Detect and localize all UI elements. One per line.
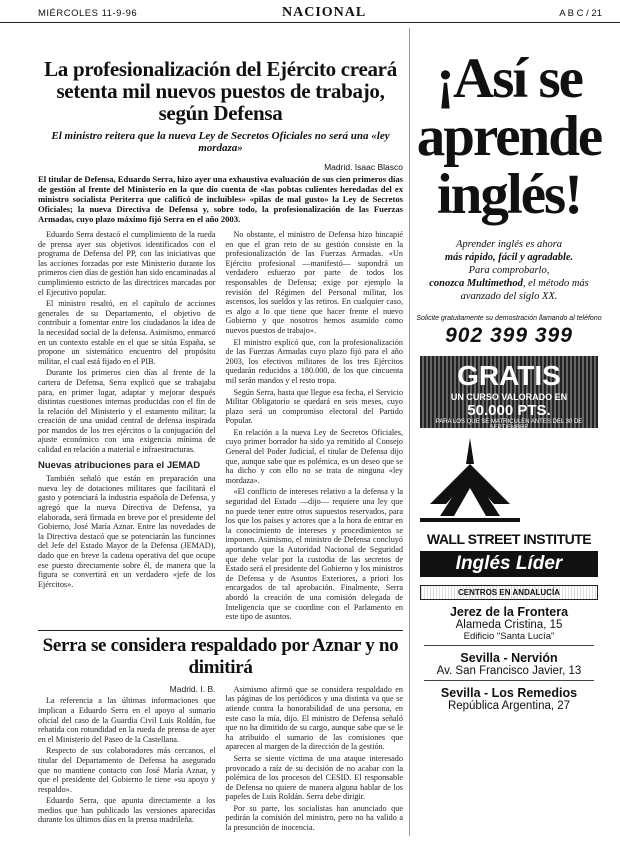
page-header: [0, 4, 620, 23]
paragraph: En relación a la nueva Ley de Secretos Oficiales, cuyo primer borrador ha sido ya remitido al Consejo General del Poder Judicial, el titular de Defensa dijo que, aunque sabe que es polémica, es un deseo que se ha dicho y con ello no se trata de ninguna «ley mordaza».: [225, 427, 403, 485]
centers-title: CENTROS EN ANDALUCÍA: [420, 585, 598, 600]
paragraph: Por su parte, los socialistas han anunciado que pedirán la comisión del ministro, pero no ha valido a la presunción de inocencia.: [225, 803, 403, 833]
article-byline: Madrid. Isaac Blasco: [324, 162, 403, 172]
center-street: Av. San Francisco Javier, 13: [436, 665, 582, 677]
gratis-amount: 50.000 PTS.: [467, 402, 551, 419]
ad-headline-line: inglés!: [436, 163, 582, 226]
body-column-2: [226, 230, 404, 624]
paragraph: La referencia a las últimas informaciones que implican a Eduardo Serra en el apoyo al sumario oficial del caso de la Guardia Civil Luis Roldán, fue rebatida con rotundidad en la rueda de prensa de ayer en el Ministerio del Paseo de la Castellana.: [38, 696, 216, 744]
ad-copy-text: Aprender inglés es ahora: [455, 239, 563, 250]
center-street: República Argentina, 27: [447, 700, 571, 712]
divider: [424, 680, 594, 681]
paragraph: Eduardo Serra destacó el cumplimiento de la rueda de prensa ayer sus objetivos identificados con el programa de Defensa del PP, con las iniciativas que las acciones forzadas por este Ministerio durante los primeros cien días de gestión han sido encaminadas al cumplimiento estricto de las directrices marcadas por el Ejecutivo popular.: [38, 230, 216, 297]
gratis-fine-print: PARA LOS QUE SE MATRICULEN ANTES DEL 30 DE SEPTIEMBRE: [435, 419, 583, 431]
paragraph: Durante los primeros cien días al frente de la cartera de Defensa, Serra explicó que se trabajaba para, en primer lugar, adaptar y mejorar después distintas cuestiones internas producidas con el fin de la relación del Ministerio y el estamento militar; la creación de una unidad central de defensa inspirada por mandos de los tres ejércitos o la conjugación del ajuste económico con una exigencia mínima de calidad en relación a material e infraestructuras.: [38, 368, 216, 455]
ad-copy: [410, 238, 608, 303]
advertisement: [409, 28, 608, 836]
article-subhead: El ministro reitera que la nueva Ley de Secretos Oficiales no será una «ley mordaza»: [51, 130, 390, 154]
ad-copy-text: , el método más avanzado del siglo XX.: [460, 278, 589, 302]
section-title: NACIONAL: [282, 5, 367, 20]
gratis-box: [420, 356, 598, 431]
center-street: Alameda Cristina, 15: [455, 619, 563, 631]
center-item: [410, 651, 608, 677]
center-city: Sevilla - Nervión: [460, 651, 558, 665]
article-lead: El titular de Defensa, Eduardo Serra, hizo ayer una exhaustiva evaluación de sus cien primeros días de gestión al frente del Ministerio en la que dio cuenta de «las pobtas culientes heredadas del ex ministro socialista Periterra que calificó de incluibles» «pilas de mal gusto» la Ley de Secretos Oficiales; la nueva Directiva de Defensa y, sobre todo, la profesionalización de las Fuerzas Armadas, cuyo plazo máximo fijó Serra en el año 2003.: [38, 174, 404, 224]
center-city: Sevilla - Los Remedios: [440, 686, 578, 700]
center-item: [410, 605, 608, 642]
center-item: [410, 686, 608, 712]
gratis-title: GRATIS: [457, 360, 561, 391]
gratis-sub: UN CURSO VALORADO EN: [450, 392, 568, 402]
ad-headline-line: ¡Así se: [436, 47, 582, 110]
center-building: Edificio "Santa Lucía": [463, 631, 555, 642]
article-headline: La profesionalización del Ejército creará setenta mil nuevos puestos de trabajo, según Defensa: [44, 57, 397, 125]
brand-tagline: Inglés Líder: [420, 551, 598, 577]
brand-name: WALL STREET INSTITUTE: [426, 531, 592, 547]
paragraph: No obstante, el ministro de Defensa hizo hincapié en que el gran reto de su gestión consiste en la profesionalización de las Fuerzas Armadas. «Un Ejército profesional —manifestó— supondrá un verdadero esfuerzo por parte de todos los responsables de Defensa; exige por ejemplo la revisión del Régimen del Personal militar, los ascensos, los sueldos y las retiros. En cualquier caso, es algo a lo que tiene que hacer frente el nuevo Gobierno y que nosotros hemos asumido como nuevos puestos de trabajo».: [225, 230, 403, 335]
article2-column-1: [38, 685, 216, 835]
ad-copy-emphasis: conozca Multimethod: [429, 278, 523, 289]
article2-headline: Serra se considera respaldado por Aznar y no dimitirá: [42, 634, 399, 678]
news-column: [38, 28, 403, 835]
article2-body: [38, 685, 403, 835]
ad-headline-line: aprende: [416, 105, 602, 168]
article-body: [38, 230, 403, 624]
paragraph: El ministro resaltó, en el capítulo de acciones generales de su Departamento, el objetivo de contribuir a fomentar entre los ciudadanos la idea de la necesidad social de la defensa. Asimismo, enmarcó en un contexto estable en el que se sitúa España, se propone un sistemático encuentro del propósito militar, el cual está fijado en el PIB.: [38, 299, 216, 366]
paragraph: Asimismo afirmó que se considera respaldado en las páginas de los periódicos y una distinta va que se atiende contra la honorabilidad de una persona, en este caso la mía, dijo. El ministro de Defensa señaló que no ha dimitido de su cargo, aunque sabe que se le ha atribuido el sumario de las comisiones que aparecen al margen de la dirección de la gestión.: [225, 684, 403, 752]
section-subtitle: Nuevas atribuciones para el JEMAD: [38, 459, 201, 471]
article2-column-2: [226, 685, 404, 835]
divider: [424, 645, 594, 646]
ad-copy-emphasis: más rápido, fácil y agradable.: [444, 252, 574, 263]
ad-phone: 902 399 399: [445, 324, 573, 347]
paragraph: Serra se siente víctima de una ataque interesado provocado a raíz de su decisión de no acabar con la polémica de los procesos del CESID. El responsable de Defensa no quiere de manera alguna hablar de los papeles de Luis Roldán. Serra debe dirigir.: [225, 753, 403, 802]
page-number: A B C / 21: [559, 8, 602, 19]
paragraph: Eduardo Serra, que apunta directamente a los medios que han publicado las versiones aparecidas durante los últimos días en la prensa madrileña.: [38, 796, 216, 825]
paragraph: El ministro explicó que, con la profesionalización de las Fuerzas Armadas cuyo plazo fijó para el año 2003, los efectivos militares de los tres Ejércitos quedarán reducidos a 180.000, de los que cincuenta mil serán mandos y el resto tropa.: [225, 337, 403, 385]
article2-byline: Madrid. I. B.: [169, 683, 216, 694]
paragraph: Respecto de sus colaboradores más cercanos, el titular del Departamento de Defensa ha asegurado que no mantiene contacto con José María Aznar, y que el presidente del Gobierno le tiene «su apoyo y respaldo».: [38, 746, 216, 794]
ad-headline: [410, 47, 608, 226]
issue-date: MIÉRCOLES 11-9-96: [38, 8, 138, 19]
ad-copy-text: Para comprobarlo,: [468, 265, 550, 276]
paragraph: «El conflicto de intereses relativo a la defensa y la seguridad del Estado —dijo— requiere una ley que no puede tener entre otros supuestos reservados, para los que los países y actores que a la hora de entrar en la conocimiento de intereses y procedimientos se imponen. Asimismo, el ministro de Defensa concluyó aportando que la Autoridad Nacional de Seguridad que debe velar por la custodia de las secretos de Estado será el presidente del Gobierno y los ministros de Defensa y de Asuntos Exteriores, a priori los encargados de tal aprobación. Finalmente, Serra abordó la creación de una comisión delegada de Inteligencia que se coordine con el Parlamento en este tipo de asuntos.: [225, 487, 403, 622]
paragraph: También señaló que están en preparación una nueva ley de dotaciones militares que facilitará el gasto y potenciará la industria española de Defensa, y agregó que la nueva Directiva de Defensa, ya elaborada, será firmada en breve por el presidente del Gobierno, José María Aznar. Entre las novedades de la Directiva destacó que se potenciarán las funciones del Jefe del Estado Mayor de la Defensa (JEMAD), dado que en breve la cadena operativa del que ocupe ese puesto directamente sobre él, de manera que la figura se convertirá en un verdadero «jefe de los Ejércitos».: [38, 474, 216, 589]
ad-call-text: Solicite gratuitamente su demostración llamando al teléfono: [416, 315, 602, 322]
center-city: Jerez de la Frontera: [449, 605, 569, 619]
article-divider: [38, 630, 403, 631]
paragraph: Según Serra, hasta que llegue esa fecha, el Servicio Militar Obligatorio se quedará en seis meses, cuyo plazo será un compromiso electoral del Partido Popular.: [225, 387, 403, 426]
statue-of-liberty-icon: [410, 434, 530, 524]
body-column-1: [38, 230, 216, 624]
